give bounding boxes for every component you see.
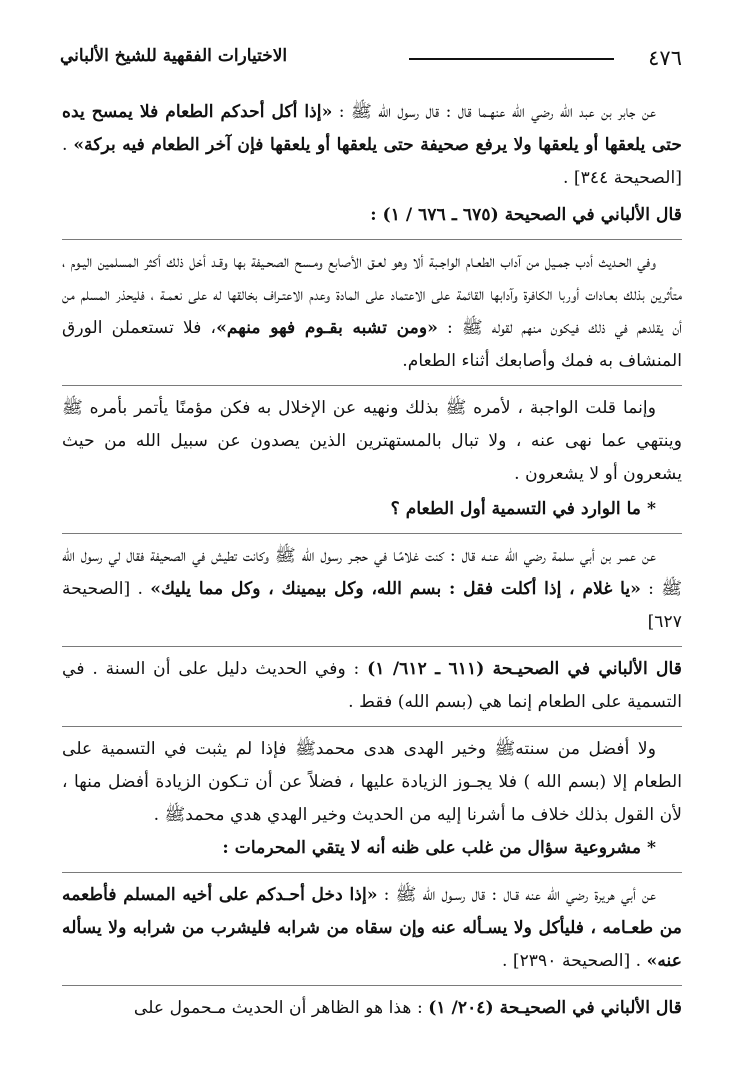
section-divider [62, 646, 682, 647]
question-heading: * مشروعية سؤال من غلب على ظنه أنه لا يتقي المحرمات : [222, 838, 656, 858]
section-divider [62, 533, 682, 534]
commentary-paragraph: ولا أفضل من سنتهﷺ وخير الهدى هدى محمدﷺ فإذا لم يثبت في التسمية على الطعام إلا (بسم الله ) فلا يجـوز الزيادة عليها ، فضلاً عن أن تـكون الزيادة أفضل منها ، لأن القول بذلك خلاف ما أشرنا إليه من الحديث وخير الهدي هدي محمدﷺ . [62, 739, 682, 825]
section-divider [62, 872, 682, 873]
quoted-hadith: «ومن تشبه بقـوم فهو منهم» [216, 318, 438, 338]
albani-heading: قال الألباني في الصحيـحة (٦١١ ـ ٦١٢/ ١) [367, 659, 683, 679]
albani-paragraph: قال الألباني في الصحيـحة (٦١١ ـ ٦١٢/ ١) : وفي الحديث دليل على أن السنة . في التسمية على الطعام إنما هي (بسم الله) فقط . [62, 659, 683, 712]
albani-heading: قال الألباني في الصحيحة (٦٧٥ ـ ٦٧٦ / ١) : [370, 205, 682, 225]
section-divider [62, 385, 682, 386]
hadith-text: «يا غلام ، إذا أكلت فقل : بسم الله، وكل بيمينك ، وكل مما يليك» [150, 579, 641, 599]
hadith-paragraph: عن عمـر بن أبي سلمة رضي الله عنـه قال : كنت غلامًـا في حجـر رسول الله ﷺ وكانت تطيش في الصحيفة فقال لي رسول الله ﷺ : «يا غلام ، إذا أكلت فقل : بسم الله، وكل بيمينك ، وكل مما يليك» . [الصحيحة ٦٢٧] [62, 546, 682, 632]
hadith-paragraph: عن أبي هريرة رضي الله عنه قـال : قال رسـول الله ﷺ : «إذا دخل أحـدكم على أخيه المسلم فأطعمه من طعـامه ، فليأكل ولا يسـأله عنه وإن سقاه من شرابه فليشرب من شرابه ولا يسأله عنه» . [الصحيحة ٢٣٩٠] . [62, 885, 682, 971]
albani-paragraph: قال الألباني في الصحيـحة (٢٠٤/ ١) : هذا هو الظاهر أن الحديث مـحمول على [133, 998, 682, 1018]
question-heading: * ما الوارد في التسمية أول الطعام ؟ [390, 499, 656, 519]
running-title: الاختيارات الفقهية للشيخ الألباني [60, 46, 288, 66]
page-number: ٤٧٦ [648, 46, 682, 70]
section-divider [62, 726, 682, 727]
section-divider [62, 239, 682, 240]
source-ref: . [الصحيحة ٢٣٩٠] . [501, 951, 642, 971]
hadith-text: «إذا أكل أحدكم الطعام فلا يمسح يده حتى يلعقها أو يلعقها ولا يرفع صحيفة حتى يلعقها أو يلعقها فإن آخر الطعام فيه بركة» [62, 102, 682, 155]
page-header [60, 42, 682, 72]
section-divider [62, 985, 682, 986]
source-ref: . [الصحيحة ٦٢٧] [62, 579, 682, 632]
albani-heading: قال الألباني في الصحيـحة (٢٠٤/ ١) [428, 998, 682, 1018]
source-ref: . [الصحيحة ٣٤٤] . [62, 135, 682, 188]
header-rule [409, 58, 614, 60]
commentary-paragraph: وفي الحـديث أدب جمـيل من آداب الطعـام الواجـبة ألا وهو لعـق الأصابع ومـسح الصحـيفة بها وقـد أخل ذلك أكثر المسلمين اليـوم ، متأثرين بذلك بعـادات أوربا الكافرة وآدابها القائمة على الاعتماد على المادة وعدم الاعتـراف بخالقها له على نعمـة ، فليحذر المسلم من أن يقلدهم في ذلك فيكون منهم لقوله ﷺ : «ومن تشبه بقـوم فهو منهم»، فلا تستعملن الورق المنشاف به فمك وأصابعك أثناء الطعام. [62, 252, 682, 371]
page-body [62, 96, 682, 1025]
hadith-paragraph: عن جابر بن عبد الله رضي الله عنهـما قال : قال رسول الله ﷺ : «إذا أكل أحدكم الطعام فلا يمسح يده حتى يلعقها أو يلعقها ولا يرفع صحيفة حتى يلعقها أو يلعقها فإن آخر الطعام فيه بركة» . [الصحيحة ٣٤٤] . [62, 102, 682, 188]
commentary-paragraph: وإنما قلت الواجبة ، لأمره ﷺ بذلك ونهيه عن الإخلال به فكن مؤمنًا يأتمر بأمره ﷺ وينتهي عما نهى عنه ، ولا تبال بالمستهترين الذين يصدون عن سبيل الله من حيث يشعرون أو لا يشعرون . [62, 398, 682, 484]
hadith-text: «إذا دخل أحـدكم على أخيه المسلم فأطعمه من طعـامه ، فليأكل ولا يسـأله عنه وإن سقاه من شرابه فليشرب من شرابه ولا يسأله عنه» [62, 885, 682, 971]
